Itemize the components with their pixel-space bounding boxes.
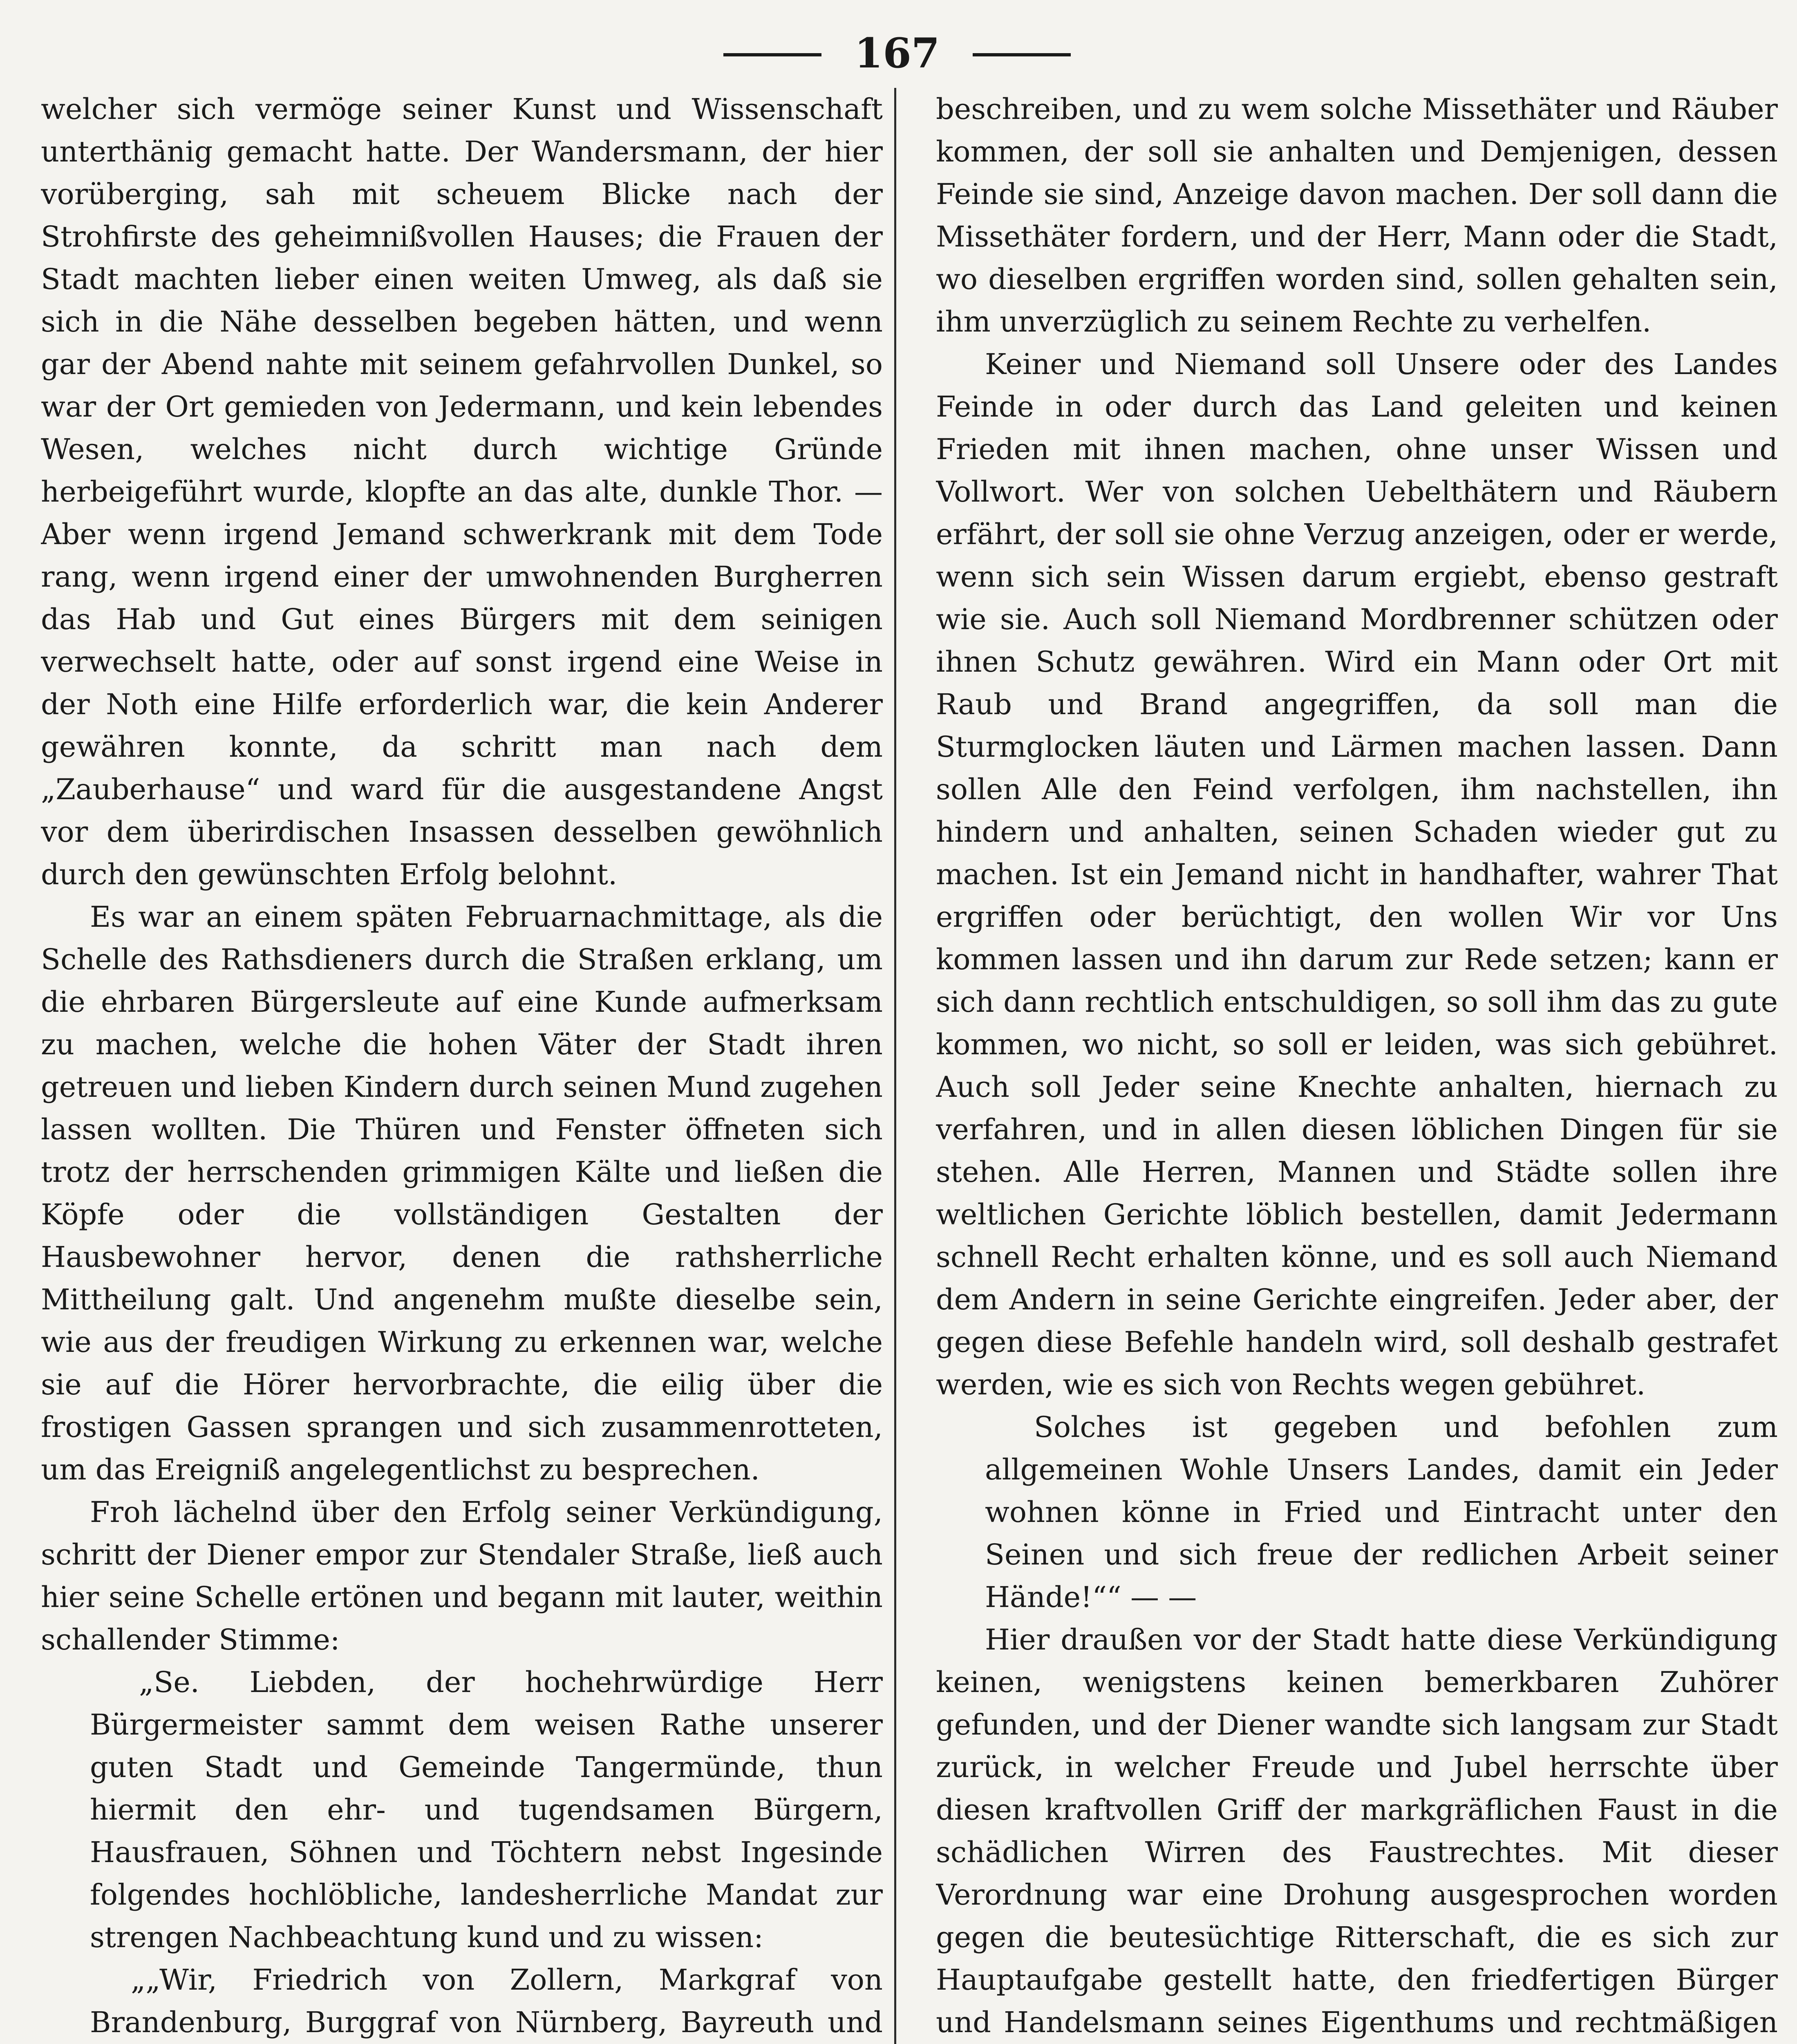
mandate-closing: Solches ist gegeben und befohlen zum allgemeinen Wohle Unsers Landes, damit ein Jeder wohnen könne in Fried und Eintracht unter den Seinen und sich freue der redlichen Arbeit seiner Hände!““ — — — [985, 1410, 1778, 1614]
right-paragraph-1: beschreiben, und zu wem solche Missethäter und Räuber kommen, der soll sie anhalten und Demjenigen, dessen Feinde sie sind, Anzeige davon machen. Der soll dann die Missethäter fordern, und der Herr, Mann oder die Stadt, wo dieselben ergriffen worden sind, sollen gehalten sein, ihm unverzüglich zu seinem Rechte zu verhelfen. — [936, 92, 1778, 338]
left-paragraph-1: welcher sich vermöge seiner Kunst und Wissenschaft unterthänig gemacht hatte. Der Wandersmann, der hier vorüberging, sah mit scheuem Blicke nach der Strohfirste des geheimnißvollen Hauses; die Frauen der Stadt machten lieber einen weiten Umweg, als daß sie sich in die Nähe desselben begeben hätten, und wenn gar der Abend nahte mit seinem gefahrvollen Dunkel, so war der Ort gemieden von Jedermann, und kein lebendes Wesen, welches nicht durch wichtige Gründe herbeigeführt wurde, klopfte an das alte, dunkle Thor. — Aber wenn irgend Jemand schwerkrank mit dem Tode rang, wenn irgend einer der umwohnenden Burgherren das Hab und Gut eines Bürgers mit dem seinigen verwechselt hatte, oder auf sonst irgend eine Weise in der Noth eine Hilfe erforderlich war, die kein Anderer gewähren konnte, da schritt man nach dem „Zauberhause“ und ward für die ausgestandene Angst vor dem überirdischen Insassen desselben gewöhnlich durch den gewünschten Erfolg belohnt. — [41, 92, 883, 891]
left-column — [41, 88, 883, 2044]
left-paragraph-3: Froh lächelnd über den Erfolg seiner Verkündigung, schritt der Diener empor zur Stendaler Straße, ließ auch hier seine Schelle ertönen und begann mit lauter, weithin schallender Stimme: — [41, 1495, 883, 1656]
right-paragraph-2: Keiner und Niemand soll Unsere oder des Landes Feinde in oder durch das Land geleiten und keinen Frieden mit ihnen machen, ohne unser Wissen und Vollwort. Wer von solchen Uebelthätern und Räubern erfährt, der soll sie ohne Verzug anzeigen, oder er werde, wenn sich sein Wissen darum ergiebt, ebenso gestraft wie sie. Auch soll Niemand Mordbrenner schützen oder ihnen Schutz gewähren. Wird ein Mann oder Ort mit Raub und Brand angegriffen, da soll man die Sturmglocken läuten und Lärmen machen lassen. Dann sollen Alle den Feind verfolgen, ihm nachstellen, ihn hindern und anhalten, seinen Schaden wieder gut zu machen. Ist ein Jemand nicht in handhafter, wahrer That ergriffen oder berüchtigt, den wollen Wir vor Uns kommen lassen und ihn darum zur Rede setzen; kann er sich dann rechtlich entschuldigen, so soll ihm das zu gute kommen, wo nicht, so soll er leiden, was sich gebühret. Auch soll Jeder seine Knechte anhalten, hiernach zu verfahren, und in allen diesen löblichen Dingen für sie stehen. Alle Herren, Mannen und Städte sollen ihre weltlichen Gerichte löblich bestellen, damit Jedermann schnell Recht erhalten könne, und es soll auch Niemand dem Andern in seine Gerichte eingreifen. Jeder aber, der gegen diese Befehle handeln wird, soll deshalb gestrafet werden, wie es sich von Rechts wegen gebühret. — [936, 347, 1778, 1401]
right-paragraph-4: Hier draußen vor der Stadt hatte diese Verkündigung keinen, wenigstens keinen bemerkbaren Zuhörer gefunden, und der Diener wandte sich langsam zur Stadt zurück, in welcher Freude und Jubel herrschte über diesen kraftvollen Griff der markgräflichen Faust in die schädlichen Wirren des Faustrechtes. Mit dieser Verordnung war eine Drohung ausgesprochen worden gegen die beutesüchtige Ritterschaft, die es sich zur Hauptaufgabe gestellt hatte, den friedfertigen Bürger und Handelsmann seines Eigenthums und rechtmäßigen — [936, 1623, 1778, 2039]
page-number: 167 — [854, 29, 940, 77]
left-paragraph-2: Es war an einem späten Februarnachmittage, als die Schelle des Rathsdieners durch die Straßen erklang, um die ehrbaren Bürgersleute auf eine Kunde aufmerksam zu machen, welche die hohen Väter der Stadt ihren getreuen und lieben Kindern durch seinen Mund zugehen lassen wollten. Die Thüren und Fenster öffneten sich trotz der herrschenden grimmigen Kälte und ließen die Köpfe oder die vollständigen Gestalten der Hausbewohner hervor, denen die rathsherrliche Mittheilung galt. Und angenehm mußte dieselbe sein, wie aus der freudigen Wirkung zu erkennen war, welche sie auf die Hörer hervorbrachte, die eilig über die frostigen Gassen sprangen und sich zusammenrotteten, um das Ereigniß angelegentlichst zu besprechen. — [41, 900, 883, 1486]
page-header — [0, 16, 1797, 94]
right-column — [936, 88, 1778, 2044]
proclamation-intro: „Se. Liebden, der hochehrwürdige Herr Bürgermeister sammt dem weisen Rathe unserer guten Stadt und Gemeinde Tangermünde, thun hiermit den ehr- und tugendsamen Bürgern, Hausfrauen, Söhnen und Töchtern nebst Ingesinde folgendes hochlöbliche, landesherrliche Mandat zur strengen Nachbeachtung kund und zu wissen: — [90, 1665, 883, 1954]
header-rule-left — [723, 53, 821, 56]
header-rule-right — [973, 53, 1071, 56]
column-divider — [894, 88, 896, 2044]
mandate-text — [41, 1959, 883, 2044]
mandate-opening: „„Wir, Friedrich von Zollern, Markgraf von Brandenburg, Burggraf von Nürnberg, Bayreuth und — [90, 1963, 883, 2039]
